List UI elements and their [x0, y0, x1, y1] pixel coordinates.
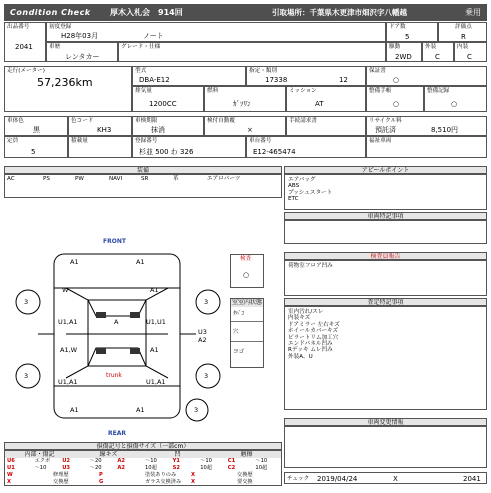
trunk-label: trunk — [106, 372, 122, 379]
legend-cell: G — [99, 479, 104, 485]
damage-u1a1-left2: U1,A1 — [58, 378, 78, 386]
header-title: Condition Check — [10, 8, 91, 17]
assessment-box: 室内汚れ/スレ 内装キズ ドアミラー 左右キズ ホイールカバーキズ ピラートリム加工穴 エンドパネル凹み Rデッキ ムレ凹み 外装A、U — [284, 306, 487, 410]
legend-cell: 10超 — [255, 465, 268, 471]
pickup-location: 引取場所：千葉県木更津市畑沢字八幡越 — [272, 8, 407, 17]
disp-cell: 排気量 1200CC — [132, 86, 204, 112]
legend-row — [5, 472, 281, 479]
legend-cell: ～10 — [34, 465, 47, 471]
legend-cell: A2 — [117, 458, 126, 464]
legend-cell: X — [191, 472, 195, 478]
legend-cell: ～10 — [145, 458, 157, 464]
damage-front-a1-left: A1 — [70, 258, 79, 266]
trans-cell: ミッション AT — [286, 86, 366, 112]
fuel-cell: 燃料 ｶﾞｿﾘﾝ — [204, 86, 286, 112]
appeal-box: エアバッグ ABS プッシュスタート ETC — [284, 174, 487, 210]
legend-cell: U6 — [7, 458, 15, 464]
damage-front-a1-right: A1 — [136, 258, 145, 266]
tax-cell: 手続請求書 — [286, 116, 366, 136]
damage-u1a1-right: U1,U1 — [146, 318, 166, 326]
chassis-cell: 車台番号 E12-465474 — [246, 136, 366, 158]
legend-title: 損傷記号と損傷サイズ（一部cm） — [4, 442, 282, 450]
interior-box: 室室内状態 ﾀﾊﾞｺ 穴 ヨゴ — [230, 298, 264, 368]
capacity-cell: 定員 5 — [4, 136, 68, 158]
legend-cell: C2 — [227, 465, 236, 471]
damage-center: A — [114, 318, 119, 326]
inspect-box: 荷物室フロア凹み — [284, 260, 487, 296]
welfare-cell: 福祉車両 — [366, 136, 487, 158]
front-label: FRONT — [103, 238, 126, 245]
legend-cell: W — [7, 472, 13, 478]
legend-cell: C1 — [227, 458, 236, 464]
legend-cell: U3 — [62, 465, 71, 471]
change-box — [284, 426, 487, 468]
legend-cell: S2 — [172, 465, 180, 471]
int-cell: 内装 C — [454, 42, 487, 62]
recycle-cell: リサイクル料 預託済 8,510円 — [366, 116, 487, 136]
assessment-title: 査定特記事項 — [284, 298, 487, 306]
inspect-title: 検査員報告 — [284, 252, 487, 260]
score: R — [461, 33, 466, 41]
legend-cell: 要交換 — [237, 479, 253, 485]
color-no-cell: 色コード KH3 — [68, 116, 132, 136]
score-cell: 評価点 R — [438, 22, 487, 42]
damage-wheel-rr: 3 — [204, 372, 209, 380]
first-reg-cell: 初度登録 H28年03月 ノート — [46, 22, 386, 42]
legend-cell: ～10 — [200, 458, 212, 464]
footer-bar: チェック 2019/04/24 X 2041 — [284, 472, 487, 484]
record-cell: 整備記録 ○ — [424, 86, 487, 112]
legend-cell: Y1 — [172, 458, 180, 464]
legend-row — [5, 458, 281, 465]
appeal-title: アピールポイント — [284, 166, 487, 174]
legend-cell: ～20 — [89, 465, 102, 471]
history-cell: 車歴 レンタカー — [46, 42, 118, 62]
special-title: 車両特記事項 — [284, 212, 487, 220]
damage-mark-w1: W — [62, 286, 69, 294]
change-title: 車両変更情報 — [284, 418, 487, 426]
auction-name: 厚木入札会 914回 — [110, 8, 183, 17]
car-name: ノート — [143, 32, 164, 40]
legend-cell: ガラス交換済み — [145, 479, 182, 485]
inspection-cell: 検付自動覆 × — [204, 116, 286, 136]
damage-wheel-fl: 3 — [24, 298, 29, 306]
legend-cell: ～20 — [89, 458, 102, 464]
mileage-cell: 走行(メーター) 57,236km — [4, 66, 132, 112]
mileage: 57,236km — [37, 76, 93, 89]
legend-cell: 10超 — [200, 465, 212, 471]
type-cell: 型式 DBA-E12 — [132, 66, 246, 86]
damage-a1w: A1,W — [60, 346, 78, 354]
special-box — [284, 220, 487, 244]
legend-cell: X — [7, 479, 11, 485]
legend-box: 内部・傷記 線キズ 凹 磨擦 U6 エクボ U2 ～20 A2 ～10 Y1 ～10 C1 ～10 U1 ～10 U3 ～20 A2 10超 S2 10超 C2 10超 W 修理歴 P 塗装ありのみ X 交換歴 X 交換歴 G ガラス交換済み X 要交換 — [4, 450, 282, 486]
header-bar — [4, 4, 487, 21]
drive-cell: 駆動 2WD — [386, 42, 422, 62]
desig-cell: 指定・類別 17338 12 — [246, 66, 366, 86]
legend-cell: 修理歴 — [53, 472, 69, 478]
sell-type: 乗用 — [465, 8, 481, 17]
damage-u1a1-left: U1,A1 — [58, 318, 78, 326]
inspector-box: 検査 ○ — [230, 254, 264, 288]
legend-cell: エクボ — [34, 458, 51, 464]
legend-cell: 10超 — [145, 465, 157, 471]
reg-cell: 登録番号 杉並 500 わ 326 — [132, 136, 246, 158]
legend-cell: U2 — [62, 458, 71, 464]
vin-cell: 車検期限 抹消 — [132, 116, 204, 136]
damage-rear-a1-left: A1 — [70, 406, 79, 414]
warranty-cell: 保証書 ○ — [366, 66, 487, 86]
legend-cell: A2 — [117, 465, 126, 471]
legend-row — [5, 479, 281, 486]
legend-cell: P — [99, 472, 103, 478]
ext-cell: 外装 C — [422, 42, 454, 62]
load-cell: 積載量 — [68, 136, 132, 158]
legend-cell: 交換歴 — [53, 479, 69, 485]
damage-wheel-rl: 3 — [24, 372, 29, 380]
damage-spare: 3 — [194, 406, 199, 414]
grade-cell: グレード・仕様 — [118, 42, 386, 62]
legend-cell: X — [191, 479, 195, 485]
legend-row — [5, 465, 281, 472]
manual-cell: 整備手帳 ○ — [366, 86, 424, 112]
equipment-row: AC PS PW NAVI SR 革 エアロパーツ — [4, 174, 282, 198]
equipment-title: 装備 — [4, 166, 282, 174]
damage-u3a2: U3 A2 — [198, 328, 207, 344]
legend-cell: U1 — [7, 465, 15, 471]
legend-cell: 交換歴 — [237, 472, 253, 478]
damage-a1-r2: A1 — [150, 346, 159, 354]
damage-wheel-fr: 3 — [204, 298, 209, 306]
doors-cell: ドア数 5 — [386, 22, 438, 42]
legend-cell: ～10 — [255, 458, 268, 464]
damage-u1a1-right2: U1,A1 — [146, 378, 166, 386]
lot-number: 2041 — [15, 43, 33, 51]
legend-cell: 塗装ありのみ — [145, 472, 177, 478]
lot-cell: 出品番号 2041 — [4, 22, 46, 62]
color-cell: 車体色 黒 — [4, 116, 68, 136]
damage-side-r1: A1 — [150, 286, 159, 294]
rear-label: REAR — [108, 430, 126, 437]
damage-rear-a1-right: A1 — [136, 406, 145, 414]
